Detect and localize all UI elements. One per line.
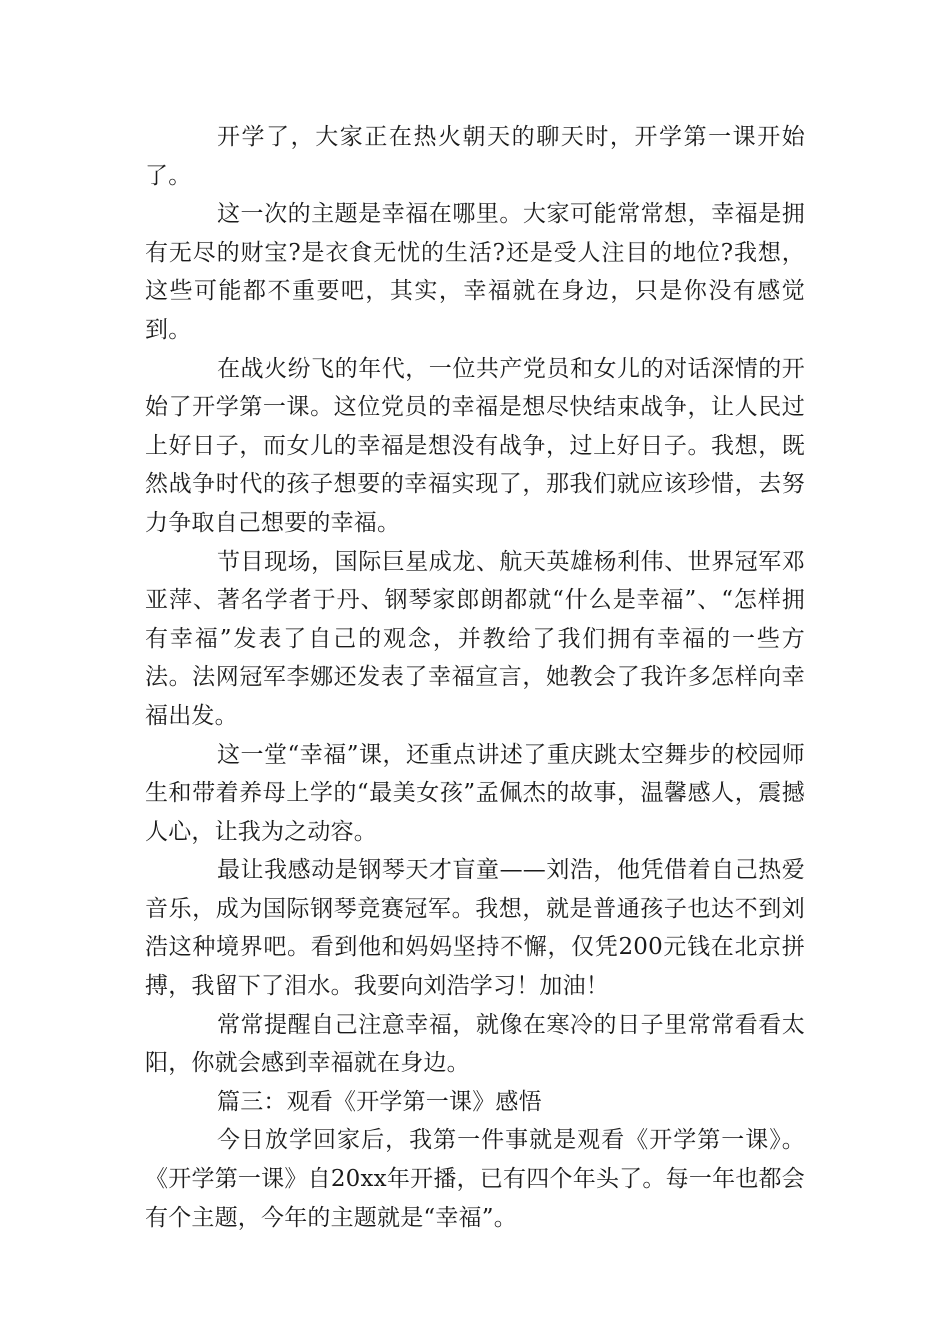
paragraph-8: 今日放学回家后，我第一件事就是观看《开学第一课》。《开学第一课》自20xx年开播，已有四个年头了。每一年也都会有个主题，今年的主题就是“幸福”。 bbox=[145, 1127, 805, 1231]
paragraph-1: 开学了，大家正在热火朝天的聊天时，开学第一课开始了。 bbox=[145, 124, 805, 189]
paragraph-3: 在战火纷飞的年代，一位共产党员和女儿的对话深情的开始了开学第一课。这位党员的幸福是想尽快结束战争，让人民过上好日子，而女儿的幸福是想没有战争，过上好日子。我想，既然战争时代的孩子想要的幸福实现了，那我们就应该珍惜，去努力争取自己想要的幸福。 bbox=[145, 355, 805, 536]
document-body bbox=[145, 118, 805, 1237]
paragraph-7: 常常提醒自己注意幸福，就像在寒冷的日子里常常看看太阳，你就会感到幸福就在身边。 bbox=[145, 1011, 805, 1077]
paragraph-2: 这一次的主题是幸福在哪里。大家可能常常想，幸福是拥有无尽的财宝?是衣食无忧的生活?还是受人注目的地位?我想，这些可能都不重要吧，其实，幸福就在身边，只是你没有感觉到。 bbox=[145, 201, 805, 343]
paragraph-5: 这一堂“幸福”课，还重点讲述了重庆跳太空舞步的校园师生和带着养母上学的“最美女孩”孟佩杰的故事，温馨感人，震撼人心，让我为之动容。 bbox=[145, 741, 805, 845]
paragraph-6: 最让我感动是钢琴天才盲童——刘浩，他凭借着自己热爱音乐，成为国际钢琴竞赛冠军。我想，就是普通孩子也达不到刘浩这种境界吧。看到他和妈妈坚持不懈，仅凭200元钱在北京拼搏，我留下了泪水。我要向刘浩学习！加油！ bbox=[145, 857, 805, 1000]
section-heading: 篇三：观看《开学第一课》感悟 bbox=[217, 1088, 542, 1115]
paragraph-4: 节目现场，国际巨星成龙、航天英雄杨利伟、世界冠军邓亚萍、著名学者于丹、钢琴家郎朗都就“什么是幸福”、“怎样拥有幸福”发表了自己的观念，并教给了我们拥有幸福的一些方法。法网冠军李娜还发表了幸福宣言，她教会了我许多怎样向幸福出发。 bbox=[145, 548, 805, 729]
